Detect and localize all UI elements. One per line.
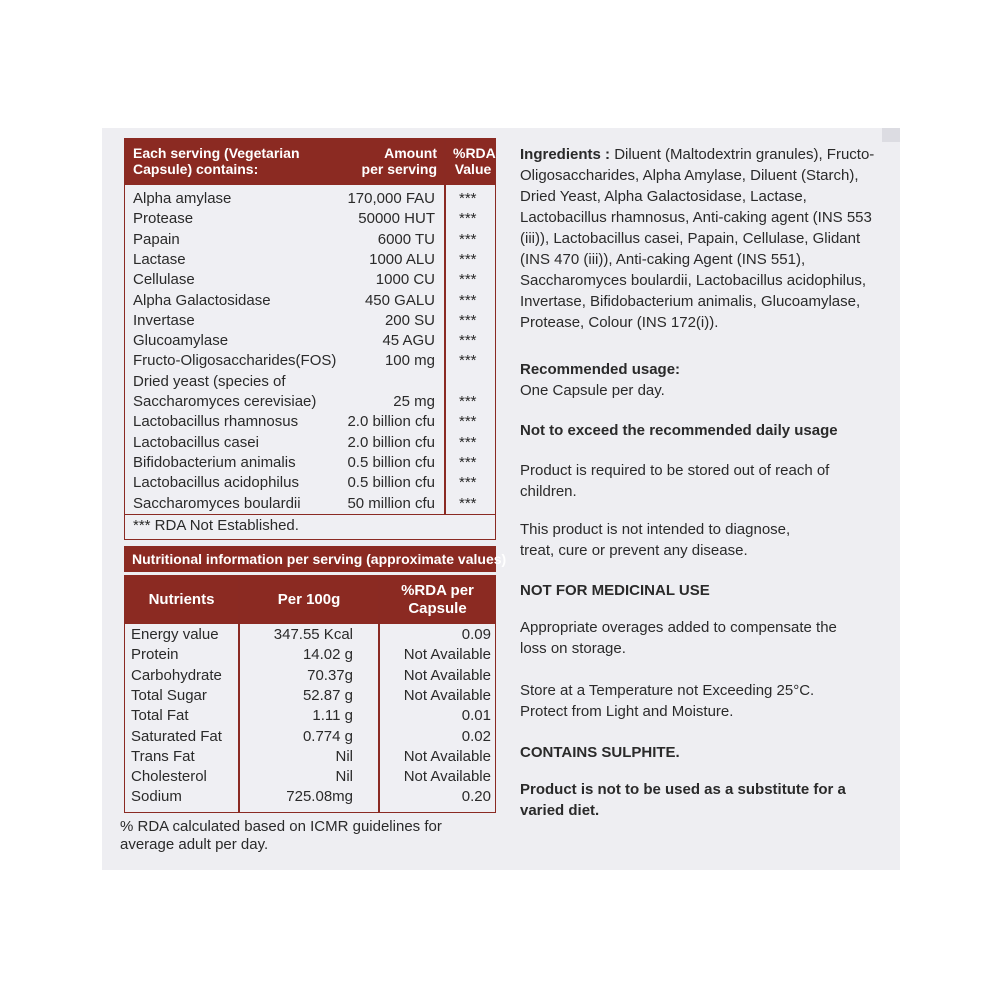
ingredient-rda: ***: [459, 250, 477, 268]
ingredient-rda: ***: [459, 190, 477, 207]
ingredient-row: [125, 372, 495, 392]
nutrient-name: Saturated Fat: [131, 727, 222, 745]
substitute-text: Product is not to be used as a substitute for a varied diet.: [520, 781, 846, 819]
ingredient-row: [125, 473, 495, 493]
ingredient-amount: 170,000 FAU: [347, 190, 435, 207]
nutrient-rda: Not Available: [403, 747, 491, 765]
header-nutrients: Nutrients: [125, 576, 238, 624]
header-rda-capsule: %RDA per Capsule: [380, 576, 495, 624]
ingredient-rda: ***: [459, 393, 477, 410]
nutrient-name: Energy value: [131, 626, 219, 643]
ingredient-row: [125, 250, 495, 270]
header-contains: Each serving (Vegetarian Capsule) contains:: [133, 145, 300, 177]
temperature-text: Store at a Temperature not Exceeding 25°C. Protect from Light and Moisture.: [520, 682, 815, 720]
ingredient-name: Papain: [133, 230, 180, 248]
footnote-text: *** RDA Not Established.: [133, 517, 299, 534]
disclaimer-text: This product is not intended to diagnose, treat, cure or prevent any disease.: [520, 521, 791, 559]
nutrient-row: [125, 727, 495, 747]
not-medicinal-text: NOT FOR MEDICINAL USE: [520, 582, 710, 599]
ingredient-row: [125, 331, 495, 351]
header-per100g: Per 100g: [240, 576, 378, 624]
header-amount: Amount per serving: [361, 145, 437, 177]
ingredient-amount: 200 SU: [384, 311, 435, 329]
ingredient-rda: ***: [459, 210, 477, 228]
ingredient-rda: ***: [459, 474, 477, 492]
ingredient-rda: ***: [459, 413, 477, 431]
ingredient-row: [125, 453, 495, 473]
nutrient-rda: Not Available: [403, 768, 491, 786]
nutrient-per100g: 70.37g: [307, 666, 353, 684]
nutrient-name: Cholesterol: [131, 768, 207, 786]
ingredient-rda: ***: [459, 332, 477, 350]
nutrient-rda: Not Available: [403, 666, 491, 684]
ingredient-amount: 50000 HUT: [358, 210, 435, 228]
nutrient-name: Carbohydrate: [131, 666, 222, 684]
nutrient-row: [125, 625, 495, 645]
ingredient-row: [125, 412, 495, 432]
ingredient-name: Fructo-Oligosaccharides(FOS): [133, 352, 337, 370]
ingredient-name: Saccharomyces cerevisiae): [133, 393, 317, 410]
nutrient-row: [125, 645, 495, 665]
ingredient-row: [125, 311, 495, 331]
ingredient-rda: ***: [459, 453, 477, 471]
ingredient-name: Saccharomyces boulardii: [133, 494, 301, 512]
ingredient-name: Glucoamylase: [133, 332, 229, 350]
ingredient-row: [125, 433, 495, 453]
ingredients-block: [520, 144, 880, 333]
ingredient-name: Protease: [133, 210, 194, 228]
ingredient-row: [125, 392, 495, 412]
ingredient-name: Lactobacillus casei: [133, 433, 259, 451]
nutrient-row: [125, 666, 495, 686]
ingredient-name: Invertase: [133, 311, 195, 329]
ingredient-row: [125, 189, 495, 209]
nutrient-rda: 0.01: [461, 707, 491, 725]
ingredient-rda: ***: [459, 291, 477, 309]
children-warning: Product is required to be stored out of reach of children.: [520, 462, 830, 500]
ingredient-name: Cellulase: [133, 271, 195, 289]
nutrient-per100g: Nil: [335, 747, 353, 765]
ingredient-row: [125, 494, 495, 514]
ingredient-amount: 100 mg: [384, 352, 435, 370]
sulphite-text: CONTAINS SULPHITE.: [520, 744, 680, 761]
nutrient-rda: Not Available: [403, 686, 491, 704]
ingredient-amount: 1000 CU: [375, 271, 435, 289]
header-rda: %RDA Value: [453, 145, 496, 177]
nutrient-name: Total Sugar: [131, 686, 207, 704]
ingredients-label: Ingredients :: [520, 146, 611, 163]
ingredients-text: Diluent (Maltodextrin granules), Fructo-Oligosaccharides, Alpha Amylase, Diluent (Starch), Dried Yeast, Alpha Galactosidase, Lactase, Lactobacillus rhamnosus, Anti-caking agent (INS 553 (iii)), Lactobacillus casei, Papain, Cellulase, Glidant (INS 470 (iii)), Anti-caking Agent (INS 551), Saccharomyces boulardii, Lactobacillus acidophilus, Invertase, Bifidobacterium animalis, Glucoamylase, Protease, Colour (INS 172(i)).: [520, 146, 875, 331]
ingredient-name: Alpha amylase: [133, 190, 232, 207]
box-flap: [882, 128, 900, 142]
ingredient-row: [125, 291, 495, 311]
ingredient-row: [125, 209, 495, 229]
ingredient-name: Lactase: [133, 250, 186, 268]
nutrient-rda: 0.02: [461, 727, 491, 745]
ingredient-rda: ***: [459, 311, 477, 329]
ingredient-name: Dried yeast (species of: [133, 372, 286, 390]
ingredient-amount: 6000 TU: [377, 230, 435, 248]
ingredient-amount: 1000 ALU: [369, 250, 435, 268]
nutrient-name: Total Fat: [131, 707, 189, 725]
nutrient-per100g: 347.55 Kcal: [273, 626, 353, 643]
ingredient-rda: ***: [459, 352, 477, 370]
nutrient-name: Trans Fat: [131, 747, 195, 765]
not-exceed-text: Not to exceed the recommended daily usage: [520, 422, 838, 439]
ingredient-rda: ***: [459, 271, 477, 289]
serving-table-header: [125, 139, 495, 185]
ingredient-name: Bifidobacterium animalis: [133, 453, 296, 471]
nutrient-row: [125, 747, 495, 767]
nutrient-rda: Not Available: [403, 646, 491, 664]
nutrient-per100g: 1.11 g: [312, 707, 353, 725]
nutrient-rda: 0.20: [461, 788, 491, 806]
ingredient-name: Lactobacillus acidophilus: [133, 474, 299, 492]
nutrient-row: [125, 767, 495, 787]
ingredient-name: Lactobacillus rhamnosus: [133, 413, 299, 431]
recommended-text: One Capsule per day.: [520, 382, 665, 399]
ingredient-amount: 25 mg: [393, 393, 435, 410]
nutrient-name: Sodium: [131, 788, 182, 806]
nutrition-title: Nutritional information per serving (approximate values): [124, 546, 496, 572]
recommended-label: Recommended usage:: [520, 361, 681, 378]
rda-note: % RDA calculated based on ICMR guidelines for average adult per day.: [120, 818, 442, 853]
nutrient-per100g: 725.08mg: [286, 788, 353, 806]
nutrient-name: Protein: [131, 646, 179, 664]
overages-text: Appropriate overages added to compensate the loss on storage.: [520, 619, 837, 657]
ingredient-rda: ***: [459, 494, 477, 512]
nutrient-per100g: 52.87 g: [302, 686, 353, 704]
nutrient-per100g: 0.774 g: [302, 727, 353, 745]
ingredient-row: [125, 270, 495, 290]
ingredient-amount: 0.5 billion cfu: [347, 453, 435, 471]
ingredient-row: [125, 351, 495, 371]
ingredient-amount: 2.0 billion cfu: [347, 413, 435, 431]
nutrient-rda: 0.09: [461, 626, 491, 643]
serving-table: [124, 138, 496, 540]
ingredient-rda: ***: [459, 433, 477, 451]
ingredient-amount: 50 million cfu: [347, 494, 435, 512]
nutrient-row: [125, 686, 495, 706]
ingredient-row: [125, 230, 495, 250]
ingredient-rda: ***: [459, 230, 477, 248]
nutrient-per100g: Nil: [335, 768, 353, 786]
nutrient-per100g: 14.02 g: [302, 646, 353, 664]
ingredient-amount: 0.5 billion cfu: [347, 474, 435, 492]
nutrition-table: [124, 575, 496, 813]
ingredient-amount: 450 GALU: [364, 291, 435, 309]
ingredient-amount: 2.0 billion cfu: [347, 433, 435, 451]
ingredient-amount: 45 AGU: [382, 332, 435, 350]
ingredient-name: Alpha Galactosidase: [133, 291, 271, 309]
serving-footnote: [125, 514, 495, 539]
nutrient-row: [125, 787, 495, 807]
nutrient-row: [125, 706, 495, 726]
